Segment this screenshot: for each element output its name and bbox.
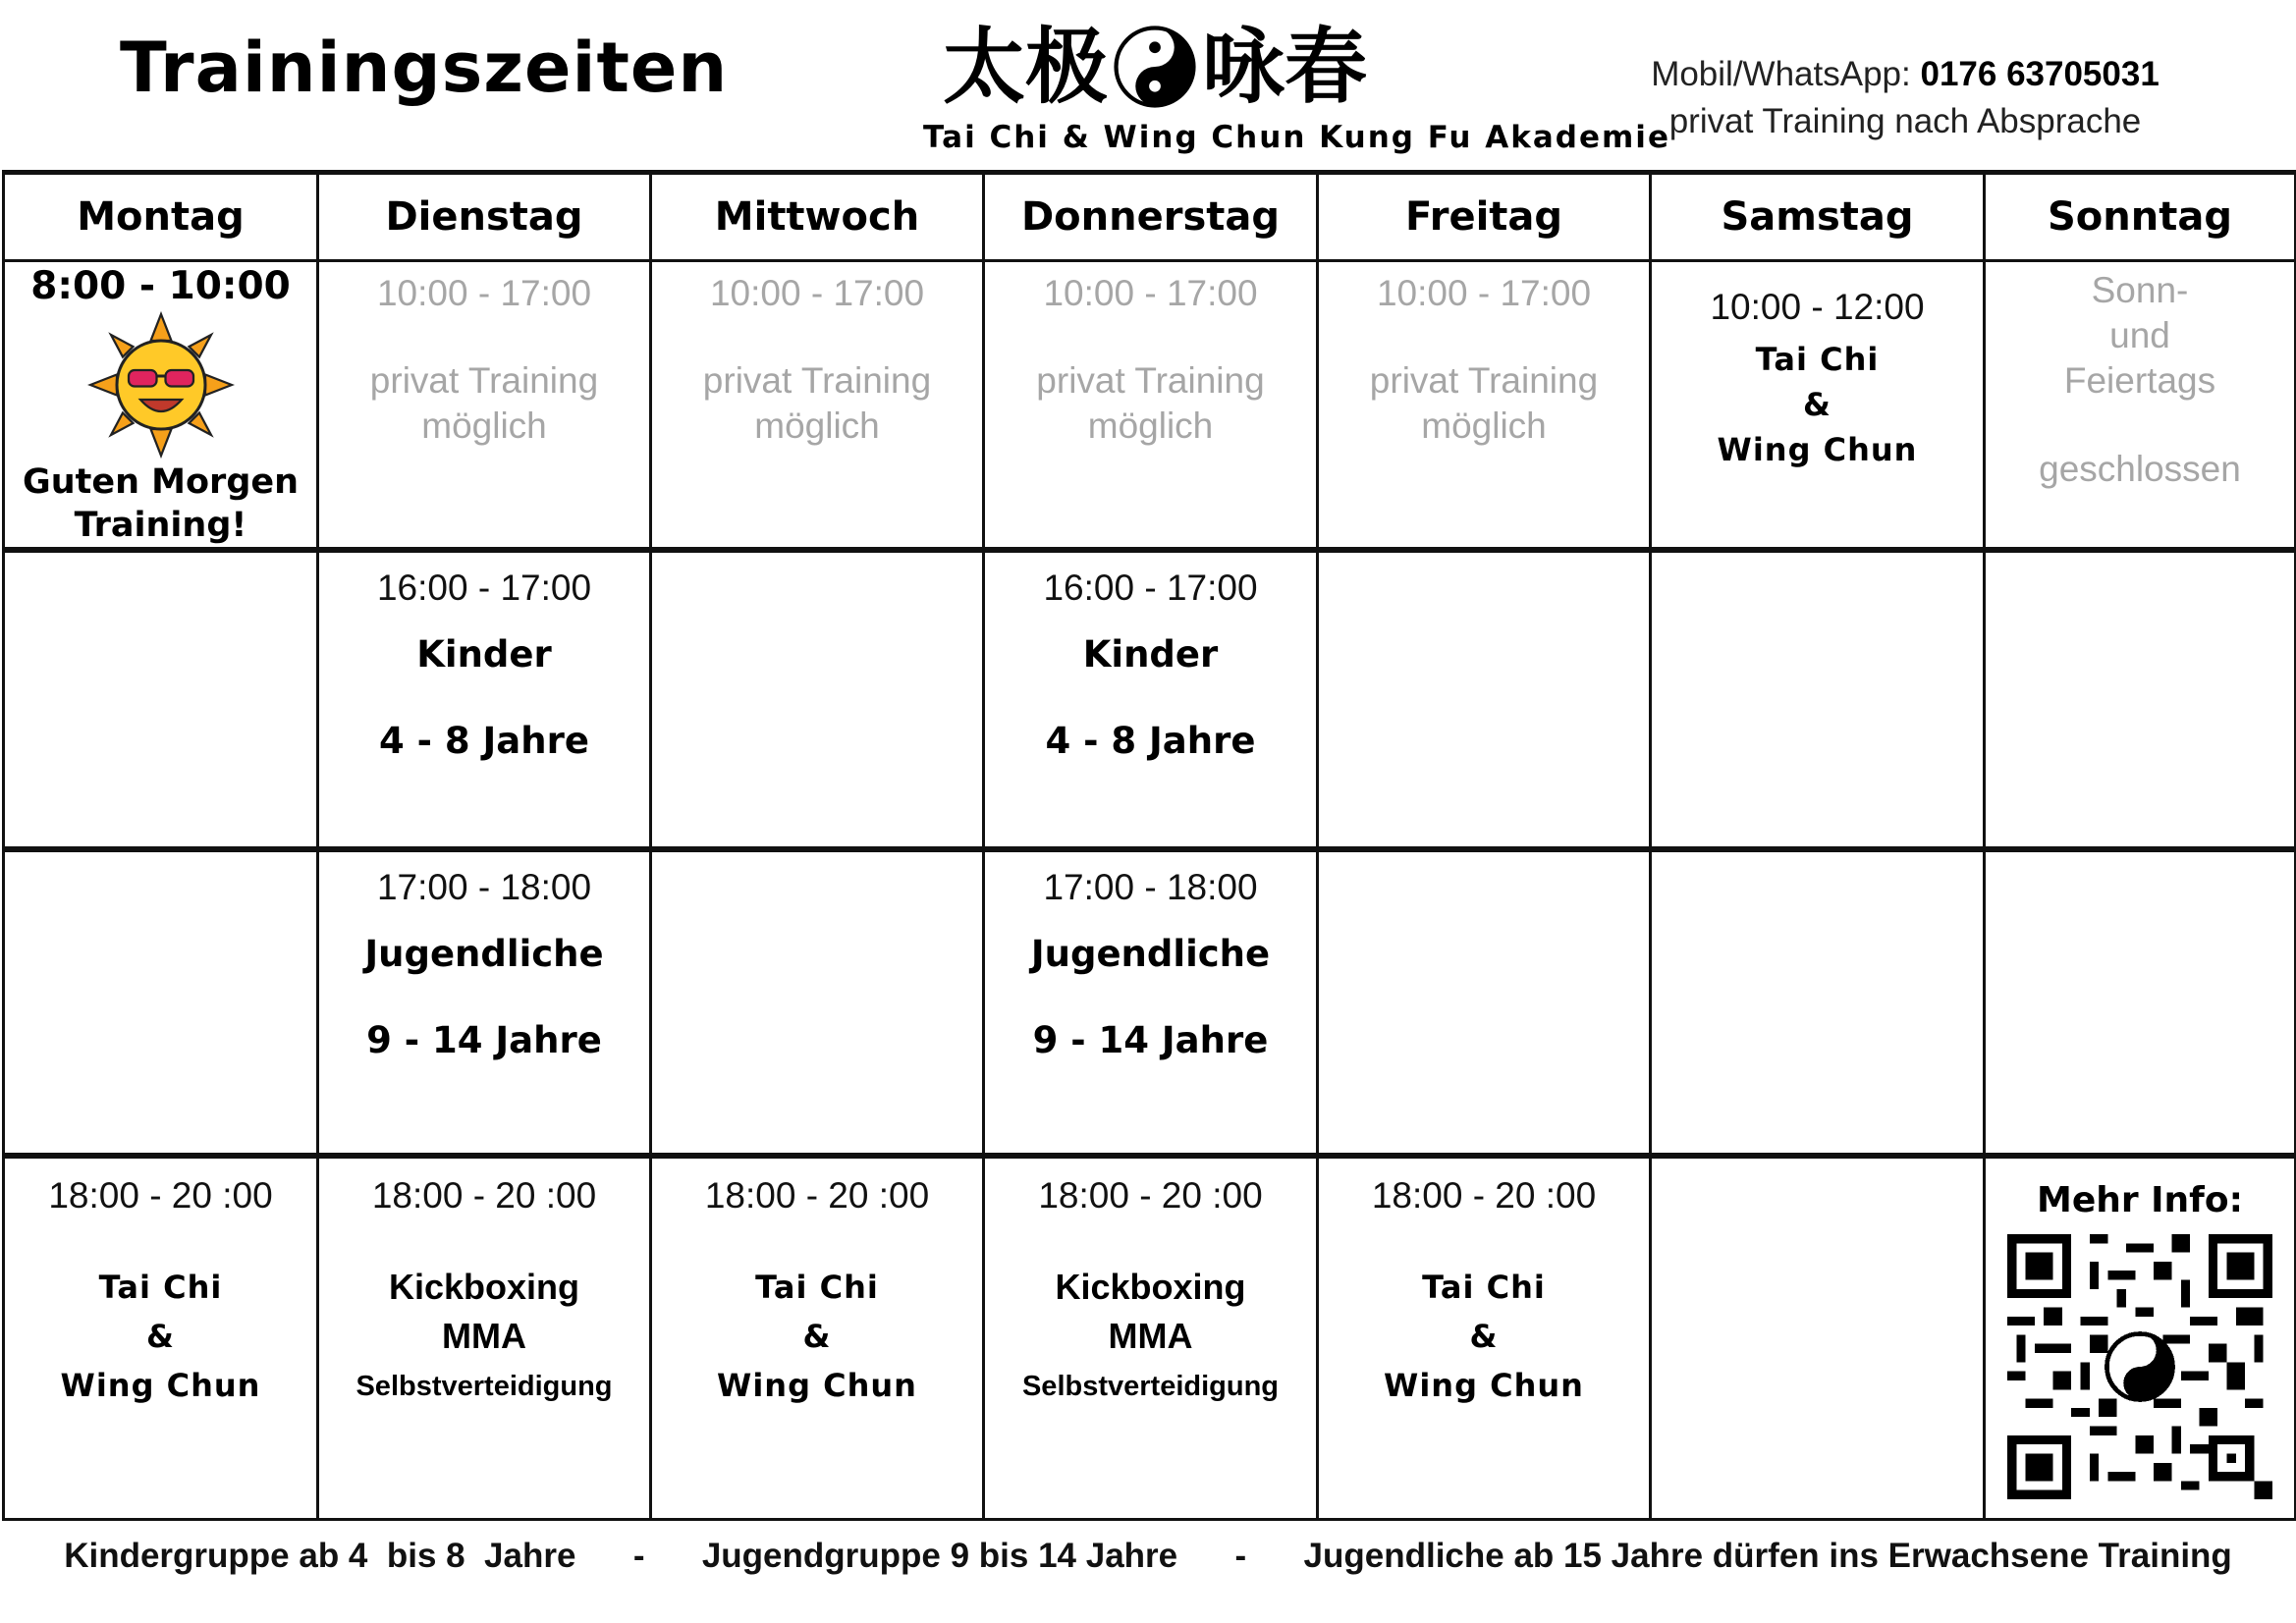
footer-separator: - bbox=[1234, 1537, 1247, 1575]
montag-morning-time: 8:00 - 10:00 bbox=[30, 264, 291, 308]
contact-phone[interactable]: 0176 63705031 bbox=[1920, 55, 2159, 93]
footer-kindergruppe: Kindergruppe ab 4 bis 8 Jahre bbox=[64, 1537, 576, 1575]
privat-line1: privat Training bbox=[702, 360, 932, 401]
sonntag-line3: Feiertags bbox=[2063, 360, 2216, 401]
sonntag-line4: geschlossen bbox=[2039, 449, 2241, 489]
cell-dienstag-kinder bbox=[318, 550, 651, 849]
cell-freitag-privat bbox=[1318, 261, 1651, 551]
kinder-time: 16:00 - 17:00 bbox=[1043, 568, 1258, 608]
kick-line2: MMA bbox=[1108, 1316, 1193, 1356]
kinder-group: Kinder bbox=[416, 633, 552, 676]
cell-dienstag-evening bbox=[318, 1156, 651, 1520]
cell-sonntag-info bbox=[1985, 1156, 2296, 1520]
cell-empty bbox=[1318, 849, 1651, 1156]
privat-time: 10:00 - 17:00 bbox=[709, 273, 925, 313]
cell-empty bbox=[1651, 849, 1985, 1156]
kick-line1: Kickboxing bbox=[388, 1267, 580, 1307]
cell-sonntag-closed bbox=[1985, 261, 2296, 551]
page-title: Trainingszeiten bbox=[120, 27, 729, 108]
sun-sunglasses-icon bbox=[87, 311, 235, 459]
kinder-group: Kinder bbox=[1082, 633, 1219, 676]
cell-montag-morning bbox=[4, 261, 318, 551]
schedule-row-kinder bbox=[4, 550, 2296, 849]
privat-line1: privat Training bbox=[1369, 360, 1599, 401]
evening-time: 18:00 - 20 :00 bbox=[371, 1175, 597, 1216]
logo-subtitle: Tai Chi & Wing Chun Kung Fu Akademie bbox=[923, 120, 1670, 155]
taichi-line1: Tai Chi bbox=[755, 1269, 879, 1306]
taichi-line3: Wing Chun bbox=[1384, 1367, 1584, 1404]
cell-samstag-morning bbox=[1651, 261, 1985, 551]
evening-time: 18:00 - 20 :00 bbox=[1038, 1175, 1263, 1216]
taichi-line1: Tai Chi bbox=[98, 1269, 223, 1306]
cell-empty bbox=[651, 550, 984, 849]
yin-yang-icon bbox=[1114, 26, 1196, 108]
cell-donnerstag-jugend bbox=[984, 849, 1318, 1156]
sonntag-line2: und bbox=[2109, 315, 2170, 355]
kick-line1: Kickboxing bbox=[1055, 1267, 1246, 1307]
privat-line1: privat Training bbox=[369, 360, 599, 401]
cell-freitag-evening bbox=[1318, 1156, 1651, 1520]
privat-line1: privat Training bbox=[1036, 360, 1265, 401]
contact-note: privat Training nach Absprache bbox=[1668, 102, 2142, 140]
contact-label: Mobil/WhatsApp: bbox=[1651, 55, 1911, 93]
cell-dienstag-jugend bbox=[318, 849, 651, 1156]
samstag-time: 10:00 - 12:00 bbox=[1710, 287, 1925, 327]
cell-empty bbox=[651, 849, 984, 1156]
day-header-dienstag: Dienstag bbox=[318, 173, 651, 261]
privat-time: 10:00 - 17:00 bbox=[1376, 273, 1592, 313]
qr-code-icon[interactable] bbox=[2007, 1234, 2272, 1499]
day-header-sonntag: Sonntag bbox=[1985, 173, 2296, 261]
jugend-age: 9 - 14 Jahre bbox=[366, 1019, 602, 1061]
privat-time: 10:00 - 17:00 bbox=[376, 273, 592, 313]
samstag-line3: Wing Chun bbox=[1717, 431, 1918, 468]
samstag-line2: & bbox=[1803, 386, 1831, 423]
jugend-age: 9 - 14 Jahre bbox=[1032, 1019, 1269, 1061]
cell-mittwoch-privat bbox=[651, 261, 984, 551]
contact-info bbox=[1630, 51, 2180, 145]
cell-donnerstag-privat bbox=[984, 261, 1318, 551]
day-header-montag: Montag bbox=[4, 173, 318, 261]
footer-note bbox=[0, 1537, 2296, 1576]
cell-empty bbox=[1985, 550, 2296, 849]
privat-line2: möglich bbox=[1421, 406, 1547, 446]
logo-chars-taiji: 太极 bbox=[943, 18, 1109, 115]
taichi-line2: & bbox=[146, 1318, 175, 1355]
logo-chars-wingchun: 咏春 bbox=[1202, 18, 1368, 115]
taichi-line1: Tai Chi bbox=[1422, 1269, 1546, 1306]
taichi-line2: & bbox=[1469, 1318, 1499, 1355]
header-row bbox=[4, 173, 2296, 261]
cell-mittwoch-evening bbox=[651, 1156, 984, 1520]
footer-erwachsene: Jugendliche ab 15 Jahre dürfen ins Erwachsene Training bbox=[1303, 1537, 2232, 1575]
jugend-group: Jugendliche bbox=[1030, 933, 1271, 975]
privat-line2: möglich bbox=[754, 406, 880, 446]
cell-empty bbox=[4, 550, 318, 849]
privat-time: 10:00 - 17:00 bbox=[1043, 273, 1258, 313]
evening-time: 18:00 - 20 :00 bbox=[704, 1175, 930, 1216]
taichi-line2: & bbox=[802, 1318, 832, 1355]
cell-empty bbox=[1985, 849, 2296, 1156]
kick-line3: Selbstverteidigung bbox=[355, 1371, 613, 1402]
kick-line2: MMA bbox=[442, 1316, 526, 1356]
academy-logo bbox=[923, 18, 1670, 155]
kinder-time: 16:00 - 17:00 bbox=[376, 568, 592, 608]
jugend-time: 17:00 - 18:00 bbox=[376, 867, 592, 907]
day-header-donnerstag: Donnerstag bbox=[984, 173, 1318, 261]
montag-morning-line1: Guten Morgen bbox=[22, 462, 300, 502]
samstag-line1: Tai Chi bbox=[1755, 341, 1880, 378]
cell-empty bbox=[1318, 550, 1651, 849]
taichi-line3: Wing Chun bbox=[60, 1367, 261, 1404]
cell-empty bbox=[1651, 550, 1985, 849]
day-header-samstag: Samstag bbox=[1651, 173, 1985, 261]
day-header-freitag: Freitag bbox=[1318, 173, 1651, 261]
jugend-time: 17:00 - 18:00 bbox=[1043, 867, 1258, 907]
schedule-row-morning bbox=[4, 261, 2296, 551]
footer-separator: - bbox=[632, 1537, 645, 1575]
cell-empty bbox=[1651, 1156, 1985, 1520]
kick-line3: Selbstverteidigung bbox=[1021, 1371, 1280, 1402]
sonntag-line1: Sonn- bbox=[2091, 270, 2189, 310]
schedule-table bbox=[2, 170, 2296, 1521]
cell-empty bbox=[4, 849, 318, 1156]
jugend-group: Jugendliche bbox=[364, 933, 604, 975]
taichi-line3: Wing Chun bbox=[717, 1367, 917, 1404]
cell-donnerstag-evening bbox=[984, 1156, 1318, 1520]
privat-line2: möglich bbox=[1087, 406, 1214, 446]
privat-line2: möglich bbox=[421, 406, 547, 446]
kinder-age: 4 - 8 Jahre bbox=[379, 720, 589, 762]
montag-morning-line2: Training! bbox=[74, 506, 247, 545]
schedule-row-evening bbox=[4, 1156, 2296, 1520]
more-info-title: Mehr Info: bbox=[2037, 1180, 2243, 1220]
day-header-mittwoch: Mittwoch bbox=[651, 173, 984, 261]
evening-time: 18:00 - 20 :00 bbox=[1371, 1175, 1597, 1216]
kinder-age: 4 - 8 Jahre bbox=[1045, 720, 1256, 762]
schedule-row-jugendliche bbox=[4, 849, 2296, 1156]
evening-time: 18:00 - 20 :00 bbox=[48, 1175, 273, 1216]
footer-jugendgruppe: Jugendgruppe 9 bis 14 Jahre bbox=[701, 1537, 1178, 1575]
cell-donnerstag-kinder bbox=[984, 550, 1318, 849]
cell-dienstag-privat bbox=[318, 261, 651, 551]
cell-montag-evening bbox=[4, 1156, 318, 1520]
